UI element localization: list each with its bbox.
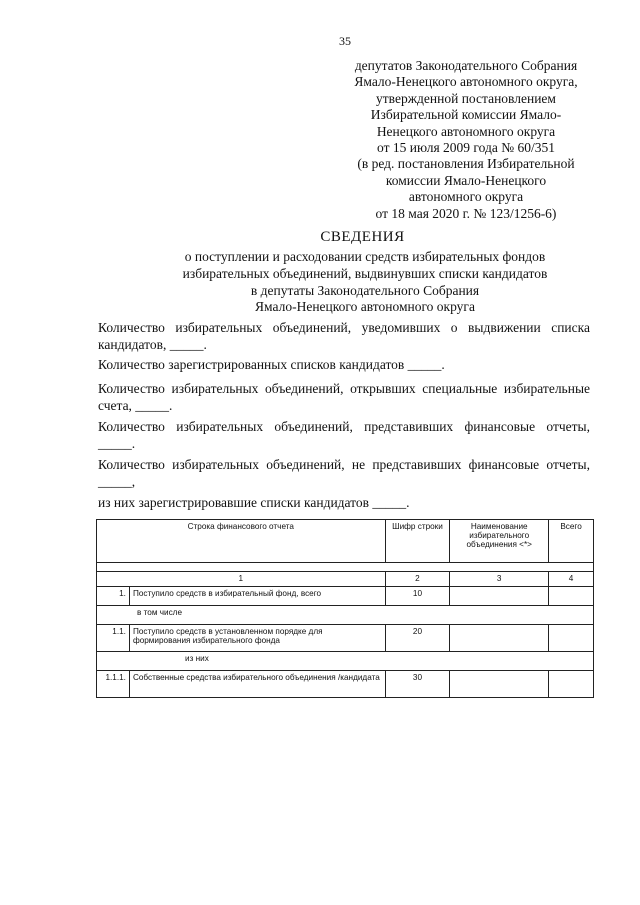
paragraph-registered-among-them: из них зарегистрировавшие списки кандидатов _____. [98,495,410,510]
header-line: Ненецкого автономного округа [376,123,556,139]
header-code-cell: Шифр строки [385,520,450,563]
index-cell: 2 [385,572,450,587]
paragraph-special-accounts: Количество избирательных объединений, открывших специальные избирательные счета, _____. [98,381,590,413]
row-code: 30 [385,671,450,698]
header-line-cell: Строка финансового отчета [97,520,386,563]
header-line: Избирательной комиссии Ямало- [370,107,562,123]
header-association-cell: Наименование избирательного объединения <*> [450,520,549,563]
table-row [97,671,594,698]
row-value-cell [450,671,549,698]
table-row [97,625,594,652]
row-text: Поступило средств в избирательный фонд, всего [129,587,385,606]
table-header-row [97,520,594,563]
page-number: 35 [339,34,351,48]
row-total-cell [549,625,594,652]
row-number: 1.1.1. [97,671,130,698]
row-total-cell [549,671,594,698]
row-text: Поступило средств в установленном порядке для формирования избирательного фонда [129,625,385,652]
row-number: 1. [97,587,130,606]
row-code: 10 [385,587,450,606]
header-line: автономного округа [408,189,524,205]
index-cell: 4 [549,572,594,587]
header-line: депутатов Законодательного Собрания [354,58,578,73]
paragraph-notified-associations: Количество избирательных объединений, уведомивших о выдвижении списка кандидатов, _____. [98,320,590,352]
table-index-row [97,572,594,587]
document-subtitle [0,249,640,316]
paragraph-reports-submitted: Количество избирательных объединений, представивших финансовые отчеты, _____. [98,419,590,451]
paragraph-reports-not-submitted: Количество избирательных объединений, не представивших финансовые отчеты, _____, [98,457,590,489]
document-title: СВЕДЕНИЯ [320,229,405,245]
header-line: от 18 мая 2020 г. № 123/1256-6) [375,205,557,221]
paragraph-registered-lists: Количество зарегистрированных списков кандидатов _____. [98,357,445,372]
subtitle-line: в депутаты Законодательного Собрания [250,282,480,298]
table-subheader-row [97,652,594,671]
row-text: Собственные средства избирательного объединения /кандидата [129,671,385,698]
row-code: 20 [385,625,450,652]
subtitle-line: Ямало-Ненецкого автономного округа [255,299,475,315]
header-line: утвержденной постановлением [376,90,556,106]
approval-reference [316,58,616,222]
row-value-cell [450,625,549,652]
header-total-cell: Всего [549,520,594,563]
subheader-text: из них [97,652,594,671]
table-row [97,587,594,606]
row-total-cell [549,587,594,606]
table-subheader-row [97,606,594,625]
header-line: комиссии Ямало-Ненецкого [385,172,547,188]
index-cell: 1 [97,572,386,587]
row-value-cell [450,587,549,606]
subtitle-line: о поступлении и расходовании средств избирательных фондов [184,249,546,264]
financial-report-table [96,519,594,698]
header-line: (в ред. постановления Избирательной [357,156,575,172]
header-line: от 15 июля 2009 года № 60/351 [377,140,555,156]
subtitle-line: избирательных объединений, выдвинувших списки кандидатов [182,265,548,281]
row-number: 1.1. [97,625,130,652]
header-line: Ямало-Ненецкого автономного округа, [354,74,578,90]
index-cell: 3 [450,572,549,587]
subheader-text: в том числе [97,606,594,625]
